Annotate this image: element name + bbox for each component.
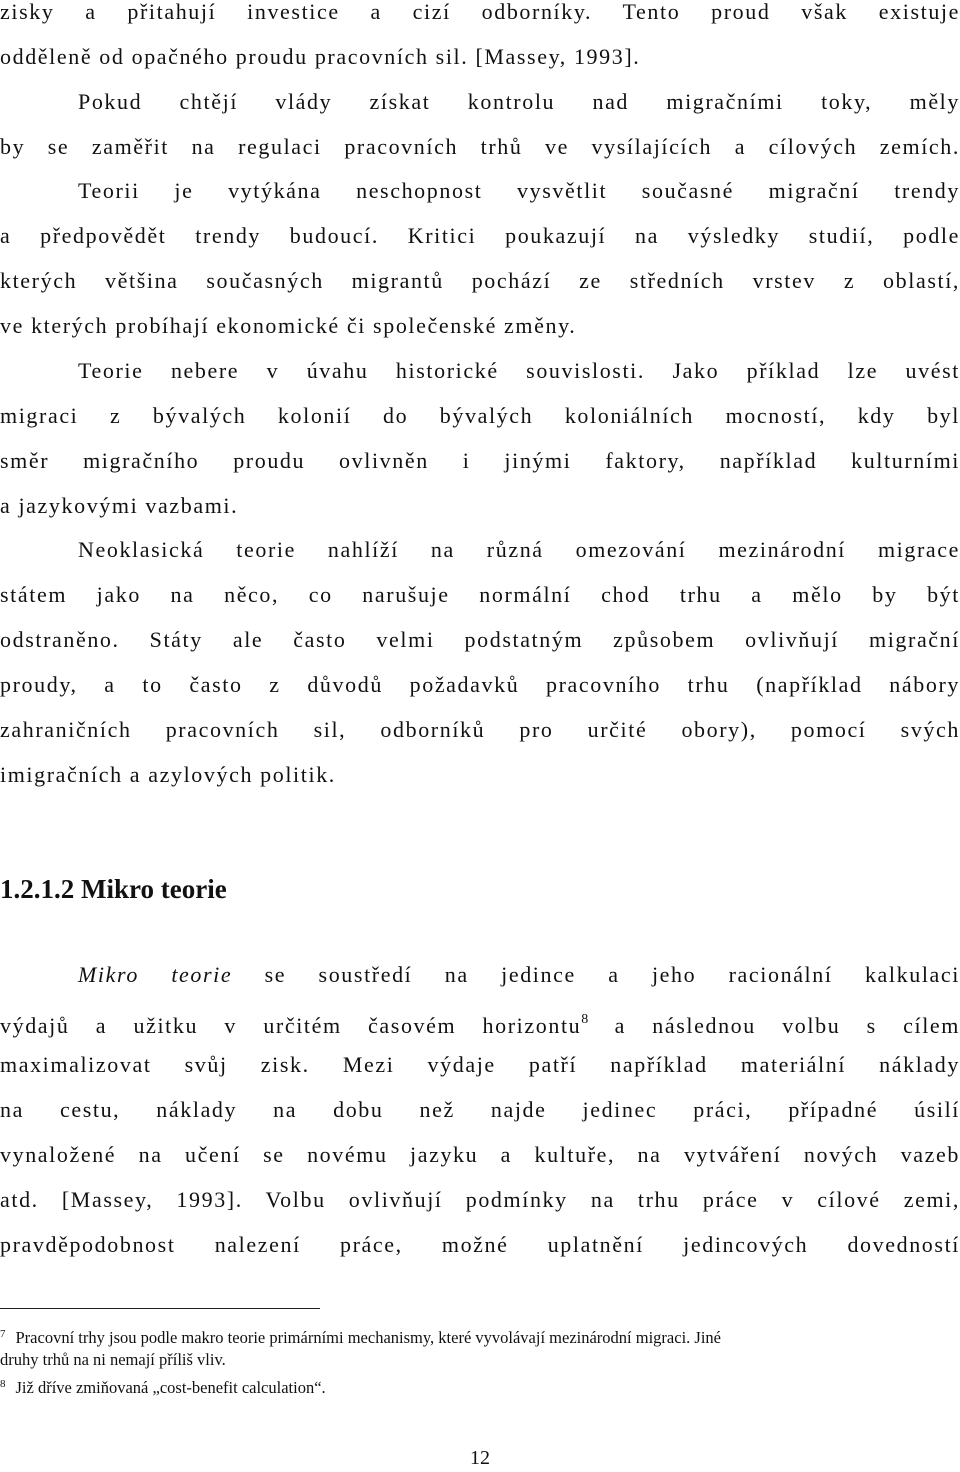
text-line: [0, 1005, 960, 1041]
footnote-7-continuation: druhy trhů na ni nemají příliš vliv.: [0, 1350, 226, 1369]
footnote-text: Pracovní trhy jsou podle makro teorie primárními mechanismy, které vyvolávají mezinárodní migraci. Jiné: [15, 1328, 721, 1347]
text-line: atd. [Massey, 1993]. Volbu ovlivňují podmínky na trhu práce v cílové zemi,: [0, 1187, 960, 1212]
text-line: maximalizovat svůj zisk. Mezi výdaje patří například materiální náklady: [0, 1052, 960, 1077]
emphasized-term: Mikro teorie: [78, 962, 233, 987]
text-span: a následnou volbu s cílem: [588, 1013, 960, 1038]
text-line: Teorie nebere v úvahu historické souvislosti. Jako příklad lze uvést: [78, 358, 960, 383]
footnote-number: 8: [0, 1378, 6, 1390]
text-span: výdajů a užitku v určitém časovém horizontu: [0, 1013, 582, 1038]
text-line: Neoklasická teorie nahlíží na různá omezování mezinárodní migrace: [78, 537, 960, 562]
text-line: Pokud chtějí vlády získat kontrolu nad migračními toky, měly: [78, 89, 960, 114]
text-line: pravděpodobnost nalezení práce, možné uplatnění jedincových dovedností: [0, 1232, 960, 1257]
text-line: zisky a přitahují investice a cizí odborníky. Tento proud však existuje: [0, 0, 960, 24]
section-heading: 1.2.1.2 Mikro teorie: [0, 874, 227, 904]
footnote-text: Již dříve zmiňovaná „cost-benefit calculation“.: [15, 1378, 326, 1397]
footnote-number: 7: [0, 1328, 6, 1340]
text-line: státem jako na něco, co narušuje normální chod trhu a mělo by být: [0, 582, 960, 607]
text-line: imigračních a azylových politik.: [0, 762, 336, 787]
text-line: odstraněno. Státy ale často velmi podstatným způsobem ovlivňují migrační: [0, 627, 960, 652]
text-line: by se zaměřit na regulaci pracovních trhů ve vysílajících a cílových zemích.: [0, 134, 960, 159]
text-span: se soustředí na jedince a jeho racionální kalkulaci: [232, 962, 960, 987]
text-line: Teorii je vytýkána neschopnost vysvětlit současné migrační trendy: [78, 178, 960, 203]
footnote-7: [0, 1324, 960, 1348]
text-line: zahraničních pracovních sil, odborníků pro určité obory), pomocí svých: [0, 717, 960, 742]
text-line: migraci z bývalých kolonií do bývalých koloniálních mocností, kdy byl: [0, 403, 960, 428]
text-line: vynaložené na učení se novému jazyku a kultuře, na vytváření nových vazeb: [0, 1142, 960, 1167]
text-line: proudy, a to často z důvodů požadavků pracovního trhu (například nábory: [0, 672, 960, 697]
footnote-ref: 8: [581, 1012, 589, 1027]
text-line: na cestu, náklady na dobu než najde jedinec práci, případné úsilí: [0, 1097, 960, 1122]
footnote-divider: [0, 1308, 320, 1309]
text-line: kterých většina současných migrantů pochází ze středních vrstev z oblastí,: [0, 268, 960, 293]
text-line: [78, 960, 960, 990]
text-line: ve kterých probíhají ekonomické či společenské změny.: [0, 313, 577, 338]
text-line: a jazykovými vazbami.: [0, 493, 239, 518]
page-number: 12: [470, 1447, 490, 1469]
text-line: a předpovědět trendy budoucí. Kritici poukazují na výsledky studií, podle: [0, 223, 960, 248]
footnote-8: [0, 1374, 960, 1398]
text-line: odděleně od opačného proudu pracovních sil. [Massey, 1993].: [0, 44, 641, 69]
text-line: směr migračního proudu ovlivněn i jinými faktory, například kulturními: [0, 448, 960, 473]
